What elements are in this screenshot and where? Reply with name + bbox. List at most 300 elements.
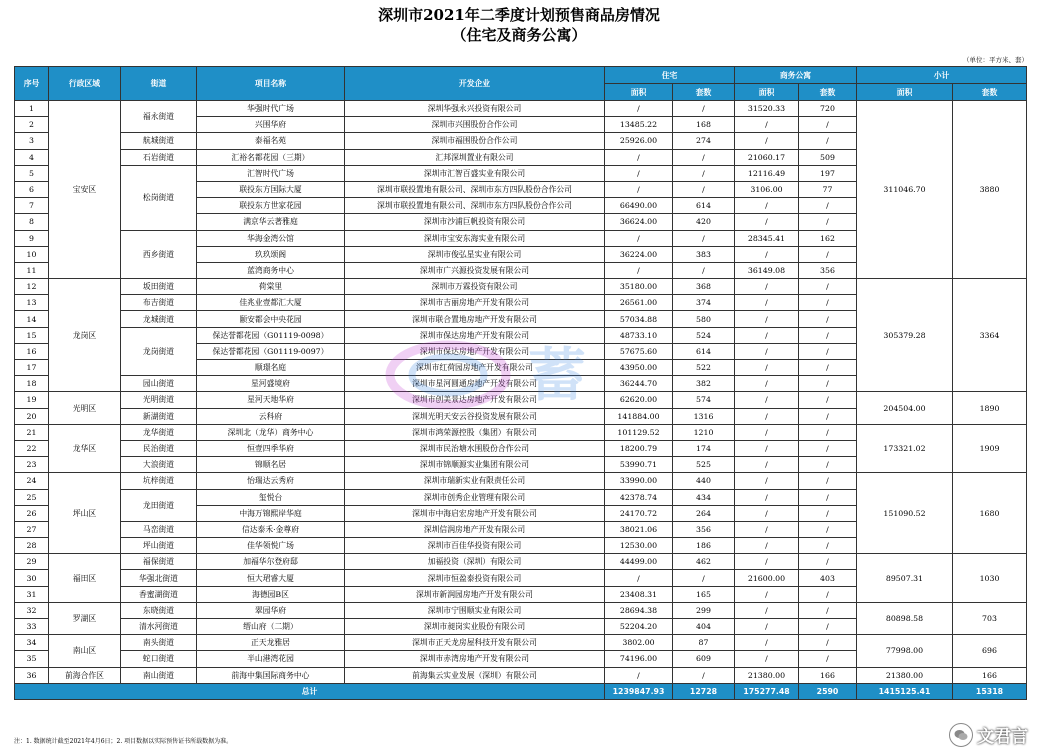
cell-res-area: / <box>605 230 673 246</box>
cell-street: 西乡街道 <box>121 230 197 279</box>
cell-com-units: / <box>799 424 857 440</box>
cell-res-units: 1316 <box>673 408 735 424</box>
table-row <box>15 602 1027 618</box>
cell-project: 保达誉都花园（G01119-0098） <box>197 327 345 343</box>
cell-project: 汇智时代广场 <box>197 165 345 181</box>
cell-res-units: 614 <box>673 343 735 359</box>
table-row <box>15 667 1027 683</box>
cell-no: 21 <box>15 424 49 440</box>
cell-com-area: / <box>735 198 799 214</box>
cell-res-area: 62620.00 <box>605 392 673 408</box>
table-row <box>15 392 1027 408</box>
cell-no: 31 <box>15 586 49 602</box>
cell-street: 清水河街道 <box>121 619 197 635</box>
cell-res-area: 48733.10 <box>605 327 673 343</box>
cell-com-units: / <box>799 214 857 230</box>
cell-street: 龙华街道 <box>121 424 197 440</box>
cell-street: 龙城街道 <box>121 311 197 327</box>
cell-com-units: / <box>799 360 857 376</box>
cell-res-area: 66490.00 <box>605 198 673 214</box>
cell-com-units: / <box>799 521 857 537</box>
cell-developer: 深圳市宁围顺实业有限公司 <box>345 602 605 618</box>
cell-com-area: / <box>735 457 799 473</box>
cell-developer: 深圳市联合置地房地产开发有限公司 <box>345 311 605 327</box>
cell-district: 前海合作区 <box>49 667 121 683</box>
cell-com-units: / <box>799 586 857 602</box>
cell-no: 24 <box>15 473 49 489</box>
cell-developer: 深圳市联投置地有限公司、深圳市东方四队股份合作公司 <box>345 181 605 197</box>
cell-no: 33 <box>15 619 49 635</box>
cell-com-area: / <box>735 343 799 359</box>
cell-com-units: 166 <box>799 667 857 683</box>
cell-developer: 深圳市保达房地产开发有限公司 <box>345 327 605 343</box>
header-project: 项目名称 <box>197 67 345 101</box>
cell-com-area: 36149.08 <box>735 262 799 278</box>
cell-res-units: 87 <box>673 635 735 651</box>
cell-no: 13 <box>15 295 49 311</box>
cell-res-area: 141884.00 <box>605 408 673 424</box>
cell-com-units: / <box>799 635 857 651</box>
total-row <box>15 683 1027 699</box>
cell-res-units: 174 <box>673 440 735 456</box>
cell-sub-area: 173321.02 <box>857 424 953 473</box>
cell-developer: 深圳市万霖投资有限公司 <box>345 279 605 295</box>
cell-com-units: / <box>799 538 857 554</box>
cell-no: 8 <box>15 214 49 230</box>
cell-street: 龙岗街道 <box>121 327 197 376</box>
cell-developer: 深圳市赤湾房地产开发有限公司 <box>345 651 605 667</box>
cell-project: 蓝湾商务中心 <box>197 262 345 278</box>
unit-note: （单位：平方米、套） <box>963 56 1028 64</box>
brand-badge <box>949 722 1028 747</box>
cell-com-area: / <box>735 473 799 489</box>
cell-project: 恒大珺睿大厦 <box>197 570 345 586</box>
cell-project: 泰福名苑 <box>197 133 345 149</box>
table-row <box>15 279 1027 295</box>
cell-com-area: / <box>735 619 799 635</box>
cell-no: 32 <box>15 602 49 618</box>
cell-com-area: 31520.33 <box>735 101 799 117</box>
cell-res-units: 434 <box>673 489 735 505</box>
cell-developer: 深圳市广兴源投资发展有限公司 <box>345 262 605 278</box>
cell-no: 14 <box>15 311 49 327</box>
cell-res-units: / <box>673 230 735 246</box>
cell-project: 荷棠里 <box>197 279 345 295</box>
cell-com-units: / <box>799 279 857 295</box>
cell-com-area: / <box>735 408 799 424</box>
cell-sub-units: 166 <box>953 667 1027 683</box>
cell-no: 22 <box>15 440 49 456</box>
cell-res-area: / <box>605 667 673 683</box>
cell-no: 3 <box>15 133 49 149</box>
cell-no: 12 <box>15 279 49 295</box>
table-row <box>15 635 1027 651</box>
cell-sub-area: 21380.00 <box>857 667 953 683</box>
cell-res-units: 368 <box>673 279 735 295</box>
cell-sub-units: 1890 <box>953 392 1027 424</box>
cell-com-area: / <box>735 327 799 343</box>
cell-street: 坪山街道 <box>121 538 197 554</box>
cell-res-units: 382 <box>673 376 735 392</box>
cell-project: 恒壹四季华府 <box>197 440 345 456</box>
total-com-units: 2590 <box>799 683 857 699</box>
cell-street: 航城街道 <box>121 133 197 149</box>
cell-project: 保达誉都花园（G01119-0097） <box>197 343 345 359</box>
cell-res-units: 264 <box>673 505 735 521</box>
cell-com-units: / <box>799 246 857 262</box>
cell-com-units: 720 <box>799 101 857 117</box>
cell-no: 6 <box>15 181 49 197</box>
cell-developer: 深圳市红荷园房地产开发有限公司 <box>345 360 605 376</box>
cell-sub-units: 1909 <box>953 424 1027 473</box>
cell-res-units: / <box>673 570 735 586</box>
cell-res-units: 1210 <box>673 424 735 440</box>
cell-district: 罗湖区 <box>49 602 121 634</box>
cell-project: 半山港湾花园 <box>197 651 345 667</box>
cell-sub-area: 305379.28 <box>857 279 953 392</box>
cell-res-area: / <box>605 181 673 197</box>
cell-project: 锦顺名居 <box>197 457 345 473</box>
cell-sub-units: 1030 <box>953 554 1027 603</box>
cell-res-units: 525 <box>673 457 735 473</box>
cell-sub-units: 3364 <box>953 279 1027 392</box>
cell-com-area: / <box>735 133 799 149</box>
cell-res-area: / <box>605 570 673 586</box>
cell-sub-area: 204504.00 <box>857 392 953 424</box>
cell-street: 南头街道 <box>121 635 197 651</box>
cell-res-area: 57675.60 <box>605 343 673 359</box>
cell-developer: 深圳华强永兴投资有限公司 <box>345 101 605 117</box>
cell-developer: 深圳市星河圆通房地产开发有限公司 <box>345 376 605 392</box>
cell-developer: 深圳市联投置地有限公司、深圳市东方四队股份合作公司 <box>345 198 605 214</box>
cell-no: 5 <box>15 165 49 181</box>
cell-developer: 深圳市保达房地产开发有限公司 <box>345 343 605 359</box>
header-subtotal: 小计 <box>857 67 1027 84</box>
header-residential: 住宅 <box>605 67 735 84</box>
cell-project: 正天龙雅居 <box>197 635 345 651</box>
cell-no: 10 <box>15 246 49 262</box>
cell-res-area: 43950.00 <box>605 360 673 376</box>
cell-res-units: 168 <box>673 117 735 133</box>
cell-sub-area: 89507.31 <box>857 554 953 603</box>
cell-no: 7 <box>15 198 49 214</box>
cell-res-area: 33990.00 <box>605 473 673 489</box>
cell-res-area: 25926.00 <box>605 133 673 149</box>
cell-developer: 深圳市兴围股份合作公司 <box>345 117 605 133</box>
cell-developer: 深圳市昶岗实业股份有限公司 <box>345 619 605 635</box>
cell-sub-units: 696 <box>953 635 1027 667</box>
cell-no: 27 <box>15 521 49 537</box>
cell-street: 光明街道 <box>121 392 197 408</box>
cell-project: 深圳北（龙华）商务中心 <box>197 424 345 440</box>
total-res-units: 12728 <box>673 683 735 699</box>
cell-street: 民治街道 <box>121 440 197 456</box>
table-row <box>15 424 1027 440</box>
cell-res-area: 23408.31 <box>605 586 673 602</box>
page-subtitle: （住宅及商务公寓） <box>451 26 587 44</box>
cell-com-units: / <box>799 602 857 618</box>
cell-developer: 深圳市鸿荣源控股（集团）有限公司 <box>345 424 605 440</box>
cell-com-area: 28345.41 <box>735 230 799 246</box>
cell-street: 福永街道 <box>121 101 197 133</box>
cell-district: 光明区 <box>49 392 121 424</box>
cell-project: 佳华领悦广场 <box>197 538 345 554</box>
cell-res-area: 74196.00 <box>605 651 673 667</box>
cell-district: 坪山区 <box>49 473 121 554</box>
cell-com-area: / <box>735 586 799 602</box>
total-sub-units: 15318 <box>953 683 1027 699</box>
cell-com-units: / <box>799 408 857 424</box>
cell-developer: 深圳市俊弘星实业有限公司 <box>345 246 605 262</box>
cell-com-units: / <box>799 651 857 667</box>
cell-no: 15 <box>15 327 49 343</box>
header-street: 街道 <box>121 67 197 101</box>
cell-sub-area: 311046.70 <box>857 101 953 279</box>
header-commercial: 商务公寓 <box>735 67 857 84</box>
cell-sub-area: 151090.52 <box>857 473 953 554</box>
cell-project: 加福华尔登府邸 <box>197 554 345 570</box>
cell-no: 29 <box>15 554 49 570</box>
header-developer: 开发企业 <box>345 67 605 101</box>
total-res-area: 1239847.93 <box>605 683 673 699</box>
cell-developer: 加福投资（深圳）有限公司 <box>345 554 605 570</box>
cell-developer: 深圳市正天龙房屋科技开发有限公司 <box>345 635 605 651</box>
cell-com-units: / <box>799 343 857 359</box>
cell-res-units: / <box>673 101 735 117</box>
cell-project: 星河盛境府 <box>197 376 345 392</box>
cell-street: 松岗街道 <box>121 165 197 230</box>
cell-res-units: / <box>673 149 735 165</box>
cell-developer: 深圳市创美景达房地产开发有限公司 <box>345 392 605 408</box>
cell-res-units: 186 <box>673 538 735 554</box>
cell-res-units: / <box>673 165 735 181</box>
cell-res-area: / <box>605 262 673 278</box>
cell-developer: 深圳市沙浦巨帆投资有限公司 <box>345 214 605 230</box>
cell-project: 怡瑞达云秀府 <box>197 473 345 489</box>
total-com-area: 175277.48 <box>735 683 799 699</box>
cell-res-area: / <box>605 165 673 181</box>
cell-res-area: 36224.00 <box>605 246 673 262</box>
cell-res-area: 53990.71 <box>605 457 673 473</box>
cell-district: 南山区 <box>49 635 121 667</box>
brand-name: 文君言 <box>977 727 1028 747</box>
cell-street: 龙田街道 <box>121 489 197 521</box>
cell-com-area: 21380.00 <box>735 667 799 683</box>
cell-project: 翠园华府 <box>197 602 345 618</box>
cell-res-area: 36244.70 <box>605 376 673 392</box>
cell-street: 园山街道 <box>121 376 197 392</box>
header-res-area: 面积 <box>605 84 673 101</box>
cell-com-area: 21600.00 <box>735 570 799 586</box>
cell-com-units: 509 <box>799 149 857 165</box>
cell-com-units: / <box>799 133 857 149</box>
cell-com-area: / <box>735 635 799 651</box>
cell-com-area: / <box>735 505 799 521</box>
cell-com-area: / <box>735 651 799 667</box>
cell-developer: 深圳信润房地产开发有限公司 <box>345 521 605 537</box>
cell-com-units: / <box>799 505 857 521</box>
cell-com-area: 12116.49 <box>735 165 799 181</box>
cell-sub-units: 703 <box>953 602 1027 634</box>
cell-res-units: 165 <box>673 586 735 602</box>
cell-no: 4 <box>15 149 49 165</box>
cell-res-units: 462 <box>673 554 735 570</box>
cell-no: 23 <box>15 457 49 473</box>
table-row <box>15 473 1027 489</box>
cell-project: 中海万锦熙岸华庭 <box>197 505 345 521</box>
cell-com-area: / <box>735 311 799 327</box>
cell-com-area: / <box>735 360 799 376</box>
cell-res-units: 420 <box>673 214 735 230</box>
cell-sub-area: 80898.58 <box>857 602 953 634</box>
cell-com-area: / <box>735 602 799 618</box>
cell-project: 前海中集国际商务中心 <box>197 667 345 683</box>
cell-project: 兴围华府 <box>197 117 345 133</box>
cell-developer: 深圳市福围股份合作公司 <box>345 133 605 149</box>
cell-res-area: 13485.22 <box>605 117 673 133</box>
cell-res-units: 580 <box>673 311 735 327</box>
cell-street: 南山街道 <box>121 667 197 683</box>
cell-com-area: / <box>735 538 799 554</box>
cell-developer: 深圳光明天安云谷投资发展有限公司 <box>345 408 605 424</box>
cell-com-units: / <box>799 376 857 392</box>
cell-res-area: 35180.00 <box>605 279 673 295</box>
cell-com-units: / <box>799 295 857 311</box>
cell-com-units: / <box>799 554 857 570</box>
cell-res-units: 404 <box>673 619 735 635</box>
header-com-area: 面积 <box>735 84 799 101</box>
cell-com-area: 3106.00 <box>735 181 799 197</box>
page-title: 深圳市2021年二季度计划预售商品房情况 <box>378 6 660 24</box>
cell-project: 华海金湾公馆 <box>197 230 345 246</box>
total-label: 总计 <box>15 683 605 699</box>
cell-no: 36 <box>15 667 49 683</box>
cell-res-area: 36624.00 <box>605 214 673 230</box>
cell-developer: 深圳市百佳华投资有限公司 <box>345 538 605 554</box>
cell-no: 19 <box>15 392 49 408</box>
cell-district: 福田区 <box>49 554 121 603</box>
cell-project: 满京华云著雅庭 <box>197 214 345 230</box>
cell-developer: 前海集云实业发展（深圳）有限公司 <box>345 667 605 683</box>
cell-res-units: 522 <box>673 360 735 376</box>
wechat-icon <box>949 723 973 747</box>
cell-street: 马峦街道 <box>121 521 197 537</box>
cell-res-area: 57034.88 <box>605 311 673 327</box>
cell-com-units: / <box>799 457 857 473</box>
cell-res-units: 356 <box>673 521 735 537</box>
cell-street: 布吉街道 <box>121 295 197 311</box>
cell-res-area: 38021.06 <box>605 521 673 537</box>
cell-sub-units: 1680 <box>953 473 1027 554</box>
cell-developer: 深圳市锦顺源实业集团有限公司 <box>345 457 605 473</box>
cell-no: 18 <box>15 376 49 392</box>
cell-district: 龙华区 <box>49 424 121 473</box>
header-com-units: 套数 <box>799 84 857 101</box>
cell-res-units: / <box>673 667 735 683</box>
cell-res-area: 44499.00 <box>605 554 673 570</box>
cell-street: 香蜜湖街道 <box>121 586 197 602</box>
cell-res-area: 12530.00 <box>605 538 673 554</box>
cell-project: 云科府 <box>197 408 345 424</box>
cell-res-units: 524 <box>673 327 735 343</box>
watermark-text: 蓄 <box>528 341 587 409</box>
header-district: 行政区域 <box>49 67 121 101</box>
cell-com-units: / <box>799 311 857 327</box>
cell-com-area: / <box>735 295 799 311</box>
cell-com-area: 21060.17 <box>735 149 799 165</box>
cell-res-units: / <box>673 262 735 278</box>
cell-com-units: 162 <box>799 230 857 246</box>
cell-no: 20 <box>15 408 49 424</box>
cell-project: 玖玖颂阁 <box>197 246 345 262</box>
cell-res-units: 274 <box>673 133 735 149</box>
cell-com-units: / <box>799 440 857 456</box>
cell-no: 9 <box>15 230 49 246</box>
cell-res-area: 18200.79 <box>605 440 673 456</box>
cell-street: 福保街道 <box>121 554 197 570</box>
cell-res-units: 299 <box>673 602 735 618</box>
cell-com-units: / <box>799 198 857 214</box>
cell-project: 玺悦台 <box>197 489 345 505</box>
cell-project: 缙山府（二期） <box>197 619 345 635</box>
cell-com-units: 403 <box>799 570 857 586</box>
cell-developer: 深圳市创秀企业管理有限公司 <box>345 489 605 505</box>
cell-developer: 深圳市中海启宏房地产开发有限公司 <box>345 505 605 521</box>
cell-com-area: / <box>735 246 799 262</box>
cell-street: 华强北街道 <box>121 570 197 586</box>
cell-com-area: / <box>735 279 799 295</box>
cell-no: 26 <box>15 505 49 521</box>
cell-project: 海德园B区 <box>197 586 345 602</box>
cell-no: 17 <box>15 360 49 376</box>
cell-street: 石岩街道 <box>121 149 197 165</box>
cell-res-area: 42378.74 <box>605 489 673 505</box>
cell-com-units: / <box>799 473 857 489</box>
cell-res-units: / <box>673 181 735 197</box>
cell-street: 大浪街道 <box>121 457 197 473</box>
cell-developer: 深圳市吉丽房地产开发有限公司 <box>345 295 605 311</box>
presale-table <box>14 66 1027 700</box>
cell-com-units: / <box>799 327 857 343</box>
cell-district: 龙岗区 <box>49 279 121 392</box>
cell-street: 坑梓街道 <box>121 473 197 489</box>
cell-street: 东晓街道 <box>121 602 197 618</box>
cell-no: 25 <box>15 489 49 505</box>
cell-project: 佳兆业壹都汇大厦 <box>197 295 345 311</box>
total-sub-area: 1415125.41 <box>857 683 953 699</box>
cell-no: 34 <box>15 635 49 651</box>
cell-com-area: / <box>735 392 799 408</box>
cell-developer: 深圳市恒盈泰投资有限公司 <box>345 570 605 586</box>
cell-sub-area: 77998.00 <box>857 635 953 667</box>
cell-com-units: / <box>799 489 857 505</box>
cell-project: 汇裕名都花园（三期） <box>197 149 345 165</box>
cell-com-units: / <box>799 619 857 635</box>
cell-res-area: / <box>605 101 673 117</box>
cell-no: 2 <box>15 117 49 133</box>
cell-res-area: 3802.00 <box>605 635 673 651</box>
cell-res-units: 609 <box>673 651 735 667</box>
cell-district: 宝安区 <box>49 101 121 279</box>
cell-project: 华强时代广场 <box>197 101 345 117</box>
cell-developer: 汇邦深圳置业有限公司 <box>345 149 605 165</box>
cell-street: 新湖街道 <box>121 408 197 424</box>
cell-com-area: / <box>735 424 799 440</box>
cell-project: 顺璟名庭 <box>197 360 345 376</box>
cell-res-area: 101129.52 <box>605 424 673 440</box>
cell-no: 11 <box>15 262 49 278</box>
cell-no: 16 <box>15 343 49 359</box>
